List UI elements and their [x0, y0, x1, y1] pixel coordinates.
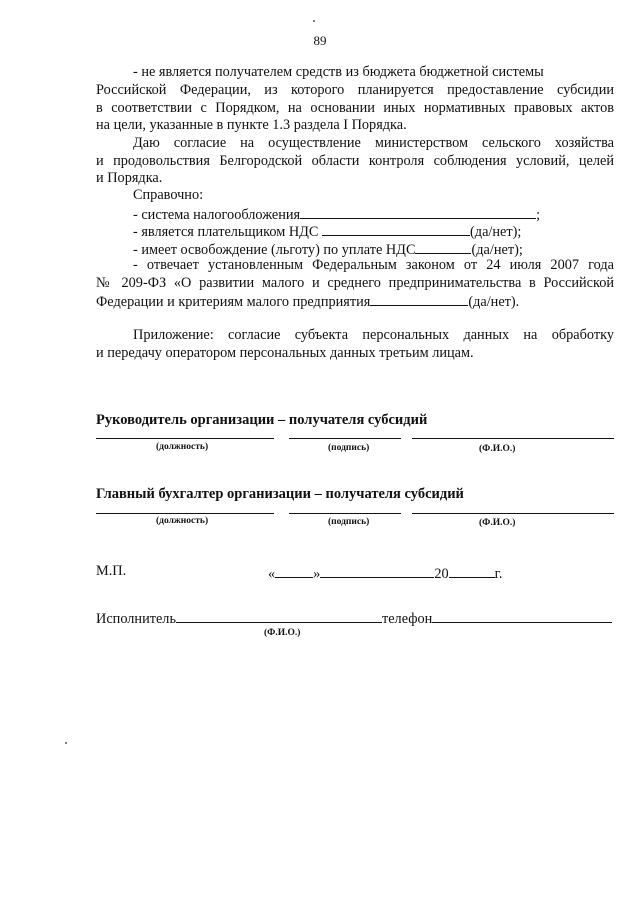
head-signature-title: Руководитель организации – получателя субсидий	[96, 412, 428, 428]
small-business-blank	[370, 292, 468, 306]
para2-line2: и продовольствия Белгородской области контроля соблюдения условий, целей	[96, 153, 614, 169]
head-name-line	[412, 438, 614, 439]
vat-payer-row	[133, 222, 521, 241]
para1-line2: Российской Федерации, из которого планируется предоставление субсидии	[96, 82, 614, 98]
para1-line1	[96, 64, 614, 81]
vat-payer-end: (да/нет);	[470, 224, 522, 240]
executor-label: Исполнитель	[96, 611, 176, 627]
accountant-name-line	[412, 513, 614, 514]
accountant-name-caption: (Ф.И.О.)	[479, 518, 516, 528]
vat-payer-label: - является плательщиком НДС	[133, 224, 319, 240]
vat-exempt-blank	[415, 240, 471, 254]
date-month-blank	[320, 564, 434, 578]
stamp-label: М.П.	[96, 563, 127, 579]
tax-system-end: ;	[536, 207, 541, 223]
vat-exempt-label: - имеет освобождение (льготу) по уплате НДС	[133, 242, 416, 258]
para1-line4: на цели, указанные в пункте 1.3 раздела I Порядка.	[96, 117, 407, 133]
reference-title: Справочно:	[133, 187, 204, 203]
head-name-caption: (Ф.И.О.)	[479, 444, 516, 454]
head-signature-caption: (подпись)	[328, 443, 370, 453]
date-year-suffix: г.	[494, 566, 503, 582]
para1-line3: в соответствии с Порядком, на основании иных нормативных правовых актов	[96, 100, 614, 116]
appendix-line1: Приложение: согласие субъекта персональных данных на обработку	[133, 327, 614, 343]
vat-exempt-end: (да/нет);	[471, 242, 523, 258]
scan-speck	[65, 742, 67, 744]
date-row	[268, 564, 502, 583]
phone-label: телефон	[381, 611, 433, 627]
appendix-line2: и передачу оператором персональных данных третьим лицам.	[96, 345, 474, 361]
date-year-blank	[449, 564, 495, 578]
date-year-prefix: 20	[434, 566, 449, 582]
accountant-position-line	[96, 513, 274, 514]
date-quote-close: »	[313, 566, 321, 582]
vat-payer-blank	[322, 222, 470, 236]
phone-blank	[432, 609, 612, 623]
law-line3	[96, 292, 519, 311]
accountant-signature-title: Главный бухгалтер организации – получателя субсидий	[96, 486, 464, 502]
accountant-signature-caption: (подпись)	[328, 517, 370, 527]
law-line1: - отвечает установленным Федеральным законом от 24 июля 2007 года	[133, 257, 614, 273]
para2-line1: Даю согласие на осуществление министерством сельского хозяйства	[133, 135, 614, 151]
page-number: 89	[313, 33, 327, 48]
date-day-blank	[275, 564, 313, 578]
tax-system-blank	[300, 205, 536, 219]
para2-line3: и Порядка.	[96, 170, 163, 186]
para1-line1-text: - не является получателем средств из бюджета бюджетной системы	[133, 64, 544, 80]
executor-name-caption: (Ф.И.О.)	[264, 628, 301, 638]
law-line3-text: Федерации и критериям малого предприятия	[96, 294, 371, 310]
executor-name-blank	[176, 609, 382, 623]
scan-speck	[313, 20, 315, 22]
head-position-line	[96, 438, 274, 439]
accountant-signature-line	[289, 513, 401, 514]
head-position-caption: (должность)	[156, 442, 209, 452]
law-line3-end: (да/нет).	[468, 294, 520, 310]
tax-system-label: - система налогообложения	[133, 207, 301, 223]
date-quote-open: «	[268, 566, 276, 582]
head-signature-line	[289, 438, 401, 439]
executor-row	[96, 609, 612, 628]
accountant-position-caption: (должность)	[156, 516, 209, 526]
law-line2: № 209-ФЗ «О развитии малого и среднего предпринимательства в Российской	[96, 275, 614, 291]
